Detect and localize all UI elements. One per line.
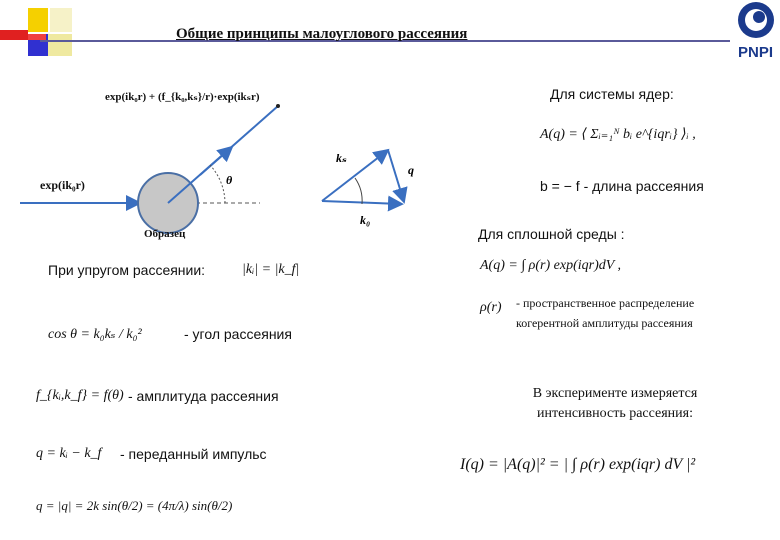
amplitude-formula: f_{kᵢ,k_f} = f(θ) xyxy=(36,388,124,403)
q-formula: q = kᵢ − k_f xyxy=(36,446,102,461)
q-modulus-formula: q = |q| = 2k sin(θ/2) = (4π/λ) sin(θ/2) xyxy=(36,498,233,513)
rho-symbol: ρ(r) xyxy=(480,300,502,315)
scattering-length: b = − f - длина рассеяния xyxy=(540,178,704,194)
nuclei-heading: Для системы ядер: xyxy=(550,86,674,102)
angle-label: θ xyxy=(226,173,233,187)
experiment-line-1: В эксперименте измеряется xyxy=(532,386,698,401)
elastic-formula: |kᵢ| = |k_f| xyxy=(242,262,300,277)
ks-label: kₛ xyxy=(336,151,347,165)
logo-text: PNPI xyxy=(738,44,774,61)
continuum-formula: A(q) = ∫ ρ(r) exp(iqr)dV , xyxy=(480,258,622,273)
ks-vector xyxy=(322,150,388,201)
nuclei-formula: A(q) = ⟨ Σᵢ₌₁ᴺ bᵢ e^{iqrᵢ} ⟩ᵢ , xyxy=(540,127,696,142)
q-vector xyxy=(388,150,404,202)
rho-desc-2: когерентной амплитуды рассеяния xyxy=(516,316,693,330)
experiment-line-2: интенсивность рассеяния: xyxy=(537,406,693,421)
angle-arc xyxy=(210,165,225,203)
cos-desc: - угол рассеяния xyxy=(184,326,292,342)
corner-decoration xyxy=(0,0,80,62)
rho-desc-1: - пространственное распределение xyxy=(516,296,695,310)
triangle-angle-arc xyxy=(355,178,362,204)
q-desc: - переданный импульс xyxy=(120,446,267,462)
scattered-wave-label: exp(ik₀r) + (f_{k₀,kₛ}/r)·exp(ikₛr) xyxy=(105,91,260,103)
slide-title: Общие принципы малоуглового рассеяния xyxy=(176,26,468,42)
intensity-formula: I(q) = |A(q)|² = | ∫ ρ(r) exp(iqr) dV |² xyxy=(460,456,696,473)
k0-label: k₀ xyxy=(360,213,371,227)
elastic-label: При упругом рассеянии: xyxy=(48,262,206,278)
sample-label: Образец xyxy=(144,228,186,240)
incident-wave-label: exp(ik₀r) xyxy=(40,178,85,192)
continuum-heading: Для сплошной среды : xyxy=(478,226,625,242)
q-label: q xyxy=(408,163,414,177)
cos-formula: cos θ = k₀kₛ / k₀² xyxy=(48,327,142,342)
amplitude-desc: - амплитуда рассеяния xyxy=(128,388,279,404)
